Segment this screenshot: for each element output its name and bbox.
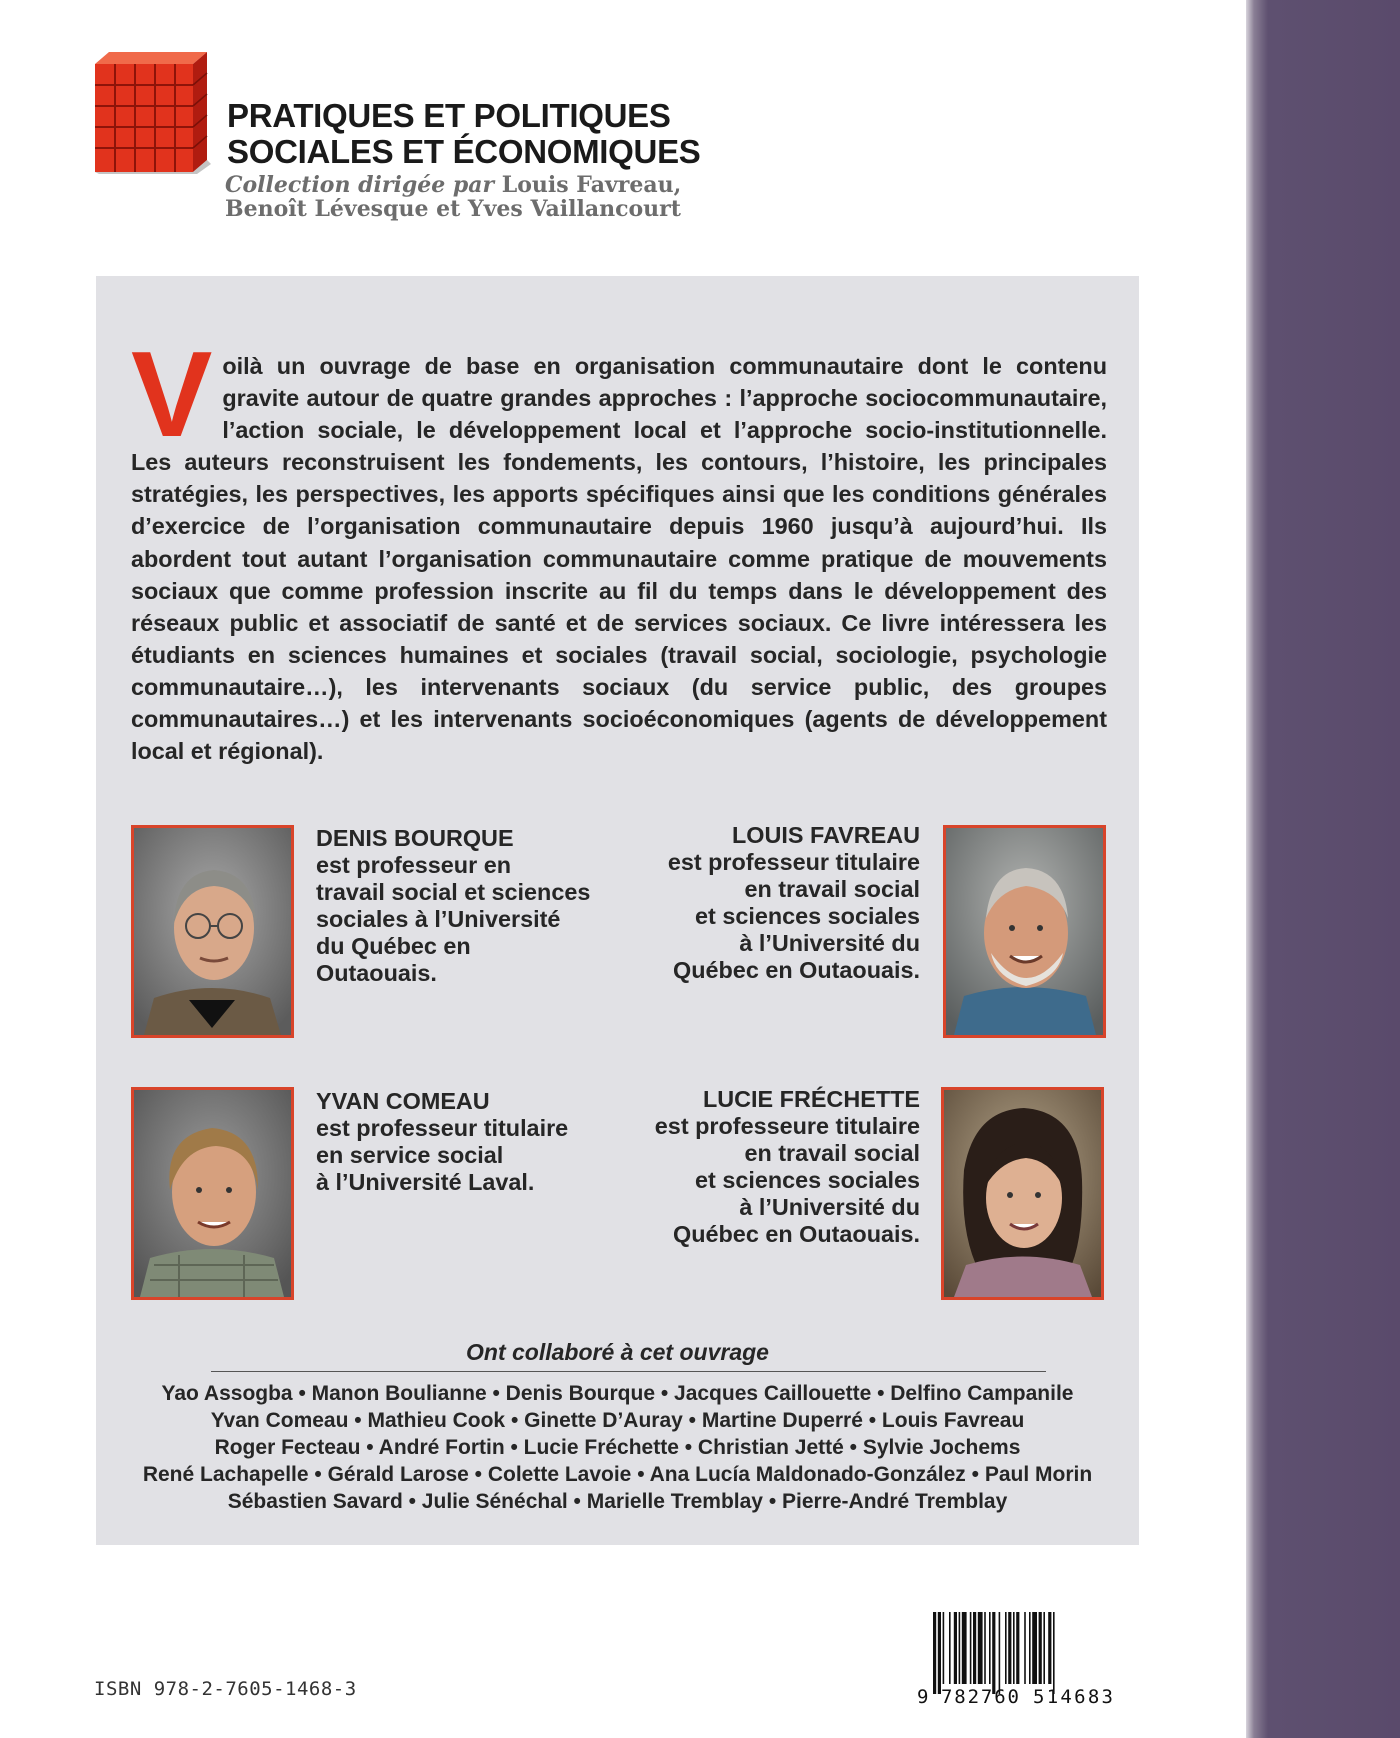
- barcode-bar: [933, 1612, 936, 1694]
- author-name: LOUIS FAVREAU: [731, 822, 920, 848]
- collaborators-divider: [211, 1371, 1046, 1372]
- author-name: DENIS BOURQUE: [316, 825, 514, 851]
- series-editors: [225, 173, 681, 221]
- series-title-line: PRATIQUES ET POLITIQUES: [227, 97, 671, 134]
- author-photo-yvan-comeau: [131, 1087, 294, 1300]
- barcode-bar: [1032, 1612, 1037, 1684]
- author-name: YVAN COMEAU: [316, 1088, 490, 1114]
- series-logo-cube: [95, 52, 215, 174]
- barcode-bar: [1029, 1612, 1031, 1684]
- collaborators-heading: Ont collaboré à cet ouvrage: [466, 1339, 769, 1365]
- editors-names-line2: Benoît Lévesque et Yves Vaillancourt: [225, 196, 681, 222]
- barcode-bar: [970, 1612, 972, 1684]
- author-name: LUCIE FRÉCHETTE: [702, 1086, 920, 1112]
- barcode-bar: [1043, 1612, 1045, 1684]
- barcode-bar: [1005, 1612, 1007, 1684]
- author-bio-denis-bourque: [316, 825, 616, 987]
- editors-intro: Collection dirigée par: [225, 172, 495, 198]
- collaborators-line: Yvan Comeau • Mathieu Cook • Ginette D’Auray • Martine Duperré • Louis Favreau: [210, 1409, 1025, 1432]
- barcode-bar: [949, 1612, 951, 1684]
- barcode-lead-digit: 9: [917, 1686, 929, 1706]
- barcode-bar: [999, 1612, 1001, 1694]
- author-bio-yvan-comeau: [316, 1088, 616, 1196]
- barcode-bar: [1053, 1612, 1055, 1694]
- author-photo-denis-bourque: [131, 825, 294, 1038]
- barcode-bar: [989, 1612, 991, 1684]
- isbn-barcode: [915, 1610, 1137, 1706]
- collaborators-line: Sébastien Savard • Julie Sénéchal • Marielle Tremblay • Pierre-André Tremblay: [227, 1490, 1008, 1513]
- author-bio-louis-favreau: [620, 822, 920, 984]
- barcode-bar: [1016, 1612, 1019, 1684]
- author-photo-lucie-frechette: [941, 1087, 1104, 1300]
- author-bio-text: est professeur titulaire en travail social et sciences sociales à l’Université du Québec en Outaouais.: [667, 849, 920, 983]
- author-bio-text: est professeur titulaire en service social à l’Université Laval.: [316, 1115, 569, 1195]
- author-bio-text: est professeure titulaire en travail social et sciences sociales à l’Université du Québec en Outaouais.: [654, 1113, 920, 1247]
- barcode-bar: [954, 1612, 957, 1684]
- collaborators-line: Roger Fecteau • André Fortin • Lucie Fréchette • Christian Jetté • Sylvie Jochems: [214, 1436, 1021, 1459]
- collaborators-line: Yao Assogba • Manon Boulianne • Denis Bourque • Jacques Caillouette • Delfino Campanile: [161, 1382, 1074, 1405]
- series-title-line: SOCIALES ET ÉCONOMIQUES: [227, 133, 701, 170]
- barcode-group-1: 782760: [941, 1686, 1019, 1706]
- barcode-bar: [938, 1612, 941, 1694]
- barcode-bar: [962, 1612, 967, 1684]
- book-description: [131, 326, 1107, 767]
- author-bio-text: est professeur en travail social et sciences sociales à l’Université du Québec en Outaouais.: [316, 852, 591, 986]
- series-title: [227, 98, 701, 170]
- drop-cap: V: [131, 326, 213, 462]
- barcode-bar: [1048, 1612, 1051, 1684]
- barcode-bar: [984, 1612, 986, 1684]
- barcode-bar: [992, 1612, 995, 1694]
- barcode-bar: [959, 1612, 961, 1684]
- barcode-bar: [1013, 1612, 1015, 1684]
- barcode-bar: [1008, 1612, 1011, 1684]
- barcode-bar: [973, 1612, 976, 1684]
- barcode-bar: [943, 1612, 945, 1684]
- editors-names-line1: Louis Favreau,: [501, 172, 682, 198]
- barcode-bar: [978, 1612, 983, 1684]
- barcode-bar: [1024, 1612, 1026, 1684]
- barcode-group-2: 514683: [1033, 1686, 1113, 1706]
- author-photo-louis-favreau: [943, 825, 1106, 1038]
- book-spine-edge: [1246, 0, 1400, 1738]
- isbn-text: ISBN 978-2-7605-1468-3: [94, 1678, 357, 1700]
- collaborators-list: [110, 1380, 1125, 1515]
- collaborators-line: René Lachapelle • Gérald Larose • Colette Lavoie • Ana Lucía Maldonado-González • Paul Morin: [142, 1463, 1093, 1486]
- description-text: oilà un ouvrage de base en organisation communautaire dont le contenu gravite autour de quatre grandes approches : l’approche sociocommunautaire, l’action sociale, le développement local et l’approche socio-institutionnelle. Les auteurs reconstruisent les fondements, les contours, l’histoire, les principales stratégies, les perspectives, les apports spécifiques ainsi que les conditions générales d’exercice de l’organisation communautaire depuis 1960 jusqu’à aujourd’hui. Ils abordent tout autant l’organisation communautaire comme pratique de mouvements sociaux que comme profession inscrite au fil du temps dans le développement des réseaux public et associatif de santé et de services sociaux. Ce livre intéressera les étudiants en sciences humaines et sociales (travail social, sociologie, psychologie communautaire…), les intervenants sociaux (du service public, des groupes communautaires…) et les intervenants socioéconomiques (agents de développement local et régional).: [131, 353, 1107, 765]
- barcode-bar: [1039, 1612, 1042, 1684]
- author-bio-lucie-frechette: [600, 1086, 920, 1248]
